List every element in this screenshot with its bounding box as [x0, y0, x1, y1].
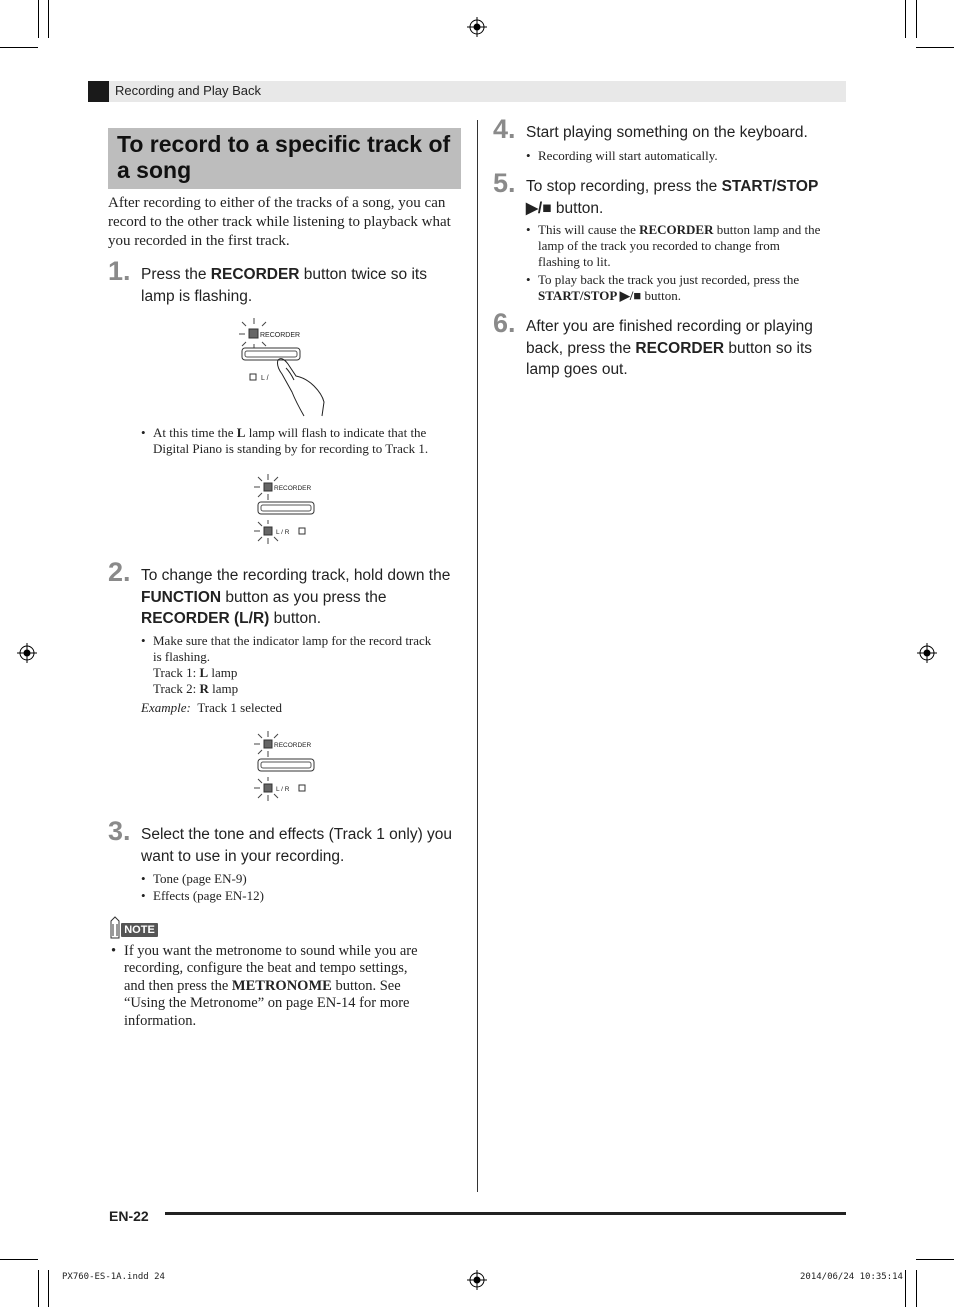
bold-text: RECORDER (L/R) [141, 610, 270, 627]
step-number: 6. [493, 308, 516, 338]
crop-mark [916, 1259, 954, 1260]
text: button so its [724, 339, 813, 357]
bullet-dot: • [111, 943, 117, 959]
text: After you are finished recording or playing [526, 318, 813, 335]
text: button. [269, 610, 322, 627]
step-4-text: Start playing something on the keyboard. [526, 124, 808, 141]
bullet-dot: • [526, 272, 531, 287]
text: button. [551, 199, 604, 217]
recorder-press-illustration [236, 316, 328, 418]
note-text [111, 943, 469, 1030]
step-5-bullets [526, 222, 848, 304]
footer-rule [165, 1212, 846, 1215]
text: lamp is flashing. [141, 287, 253, 305]
track-1-selected-illustration [250, 727, 322, 805]
text: lamp will flash to indicate that the [245, 425, 427, 440]
text: To play back the track you just recorded, press the [538, 272, 800, 287]
text: want to use in your recording. [141, 847, 345, 865]
text: To change the recording track, hold down the [141, 567, 451, 584]
bold-text: R [199, 681, 209, 696]
step-3-text [141, 824, 471, 867]
list-item: Tone (page EN-9) [153, 871, 247, 886]
bold-text: RECORDER [210, 266, 300, 283]
bold-text: L [199, 665, 209, 680]
bold-text: METRONOME [231, 977, 332, 994]
text: lamp of the track you recorded to change from [538, 238, 780, 253]
step-number: 1. [108, 256, 131, 286]
bullet-dot: • [526, 222, 531, 237]
column-divider [477, 120, 478, 1192]
registration-mark-icon [917, 643, 937, 663]
step-5-text [526, 176, 856, 219]
crop-mark [905, 0, 906, 38]
text: button as you press the [221, 588, 387, 606]
list-item: Effects (page EN-12) [153, 888, 264, 903]
note-badge: NOTE [121, 923, 158, 937]
page-title: To record to a specific track of a song [117, 131, 451, 183]
text: Select the tone and effects (Track 1 only) you [141, 826, 453, 843]
bullet-dot: • [141, 871, 146, 886]
step-number: 3. [108, 816, 131, 846]
registration-mark-icon [467, 1270, 487, 1290]
text: recording, configure the beat and tempo settings, [124, 960, 408, 977]
registration-mark-icon [17, 643, 37, 663]
bold-text: FUNCTION [141, 588, 222, 606]
text: This will cause the [538, 222, 640, 237]
crop-mark [0, 1259, 38, 1260]
step-1-bullet [141, 425, 473, 457]
text: back, press the [526, 339, 636, 357]
text: button. [641, 288, 681, 303]
lr-label: L / [261, 375, 269, 382]
bullet-dot: • [526, 148, 531, 163]
crop-mark [48, 1270, 49, 1307]
section-header-block [88, 81, 109, 102]
step-2-text [141, 565, 471, 630]
crop-mark [0, 47, 38, 48]
text: “Using the Metronome” on page EN-14 for more [124, 995, 410, 1012]
crop-mark [916, 1270, 917, 1307]
lr-label: L / R [276, 529, 290, 536]
bullet-dot: • [141, 888, 146, 903]
text: To stop recording, press the [526, 178, 722, 195]
step-3-bullets [141, 871, 473, 904]
bullet-dot: • [141, 425, 146, 440]
file-slug: PX760-ES-1A.indd 24 [62, 1272, 165, 1282]
bold-text: RECORDER [635, 339, 725, 357]
crop-mark [916, 47, 954, 48]
text: If you want the metronome to sound while you are [124, 943, 418, 959]
text: lamp goes out. [526, 361, 628, 378]
lr-label: L / R [276, 786, 290, 793]
pencil-icon [108, 916, 122, 940]
example-text: Track 1 selected [197, 700, 283, 715]
recorder-label: RECORDER [260, 332, 301, 339]
text: lamp [208, 681, 239, 696]
step-1-text [141, 264, 471, 307]
text: button. See [331, 977, 401, 994]
recorder-label: RECORDER [274, 742, 312, 749]
registration-mark-icon [467, 17, 487, 37]
text: lamp [208, 665, 238, 680]
bullet-dot: • [141, 633, 146, 648]
step-6-text [526, 316, 856, 381]
crop-mark [38, 0, 39, 38]
crop-mark [48, 0, 49, 38]
text: At this time the [153, 425, 237, 440]
text: and then press the [124, 977, 232, 994]
list-item: Recording will start automatically. [538, 148, 718, 163]
text: Track 1: [153, 665, 200, 680]
example-label: Example: [141, 700, 191, 715]
step-number: 2. [108, 557, 131, 587]
text: is flashing. [153, 649, 211, 664]
example-line [141, 700, 282, 716]
text: flashing to lit. [538, 254, 611, 269]
step-4-bullet [526, 148, 848, 164]
crop-mark [38, 1270, 39, 1307]
text: information. [124, 1012, 197, 1029]
step-2-bullet [141, 633, 473, 697]
date-slug: 2014/06/24 10:35:14 [800, 1272, 903, 1282]
bold-text: START/STOP [721, 178, 819, 195]
text: Press the [141, 266, 211, 283]
recorder-label: RECORDER [274, 485, 312, 492]
crop-mark [905, 1270, 906, 1307]
text: Track 2: [153, 681, 200, 696]
section-header-title: Recording and Play Back [115, 83, 261, 98]
bold-text: RECORDER [639, 222, 714, 237]
crop-mark [916, 0, 917, 38]
bold-text: L [236, 425, 246, 440]
step-number: 4. [493, 114, 516, 144]
bold-text: START/STOP ▶/■ [538, 288, 642, 303]
text: Make sure that the indicator lamp for the record track [153, 633, 432, 648]
text: button lamp and the [713, 222, 821, 237]
step-number: 5. [493, 168, 516, 198]
l-lamp-flashing-illustration [250, 470, 322, 548]
page-number: EN-22 [109, 1208, 149, 1224]
intro-paragraph: After recording to either of the tracks of a song, you can record to the other track while listening to playback what you recorded in the first track. [108, 195, 451, 249]
play-stop-symbol: ▶/■ [526, 199, 552, 217]
text: Digital Piano is standing by for recording to Track 1. [153, 441, 429, 456]
text: button twice so its [299, 266, 427, 283]
